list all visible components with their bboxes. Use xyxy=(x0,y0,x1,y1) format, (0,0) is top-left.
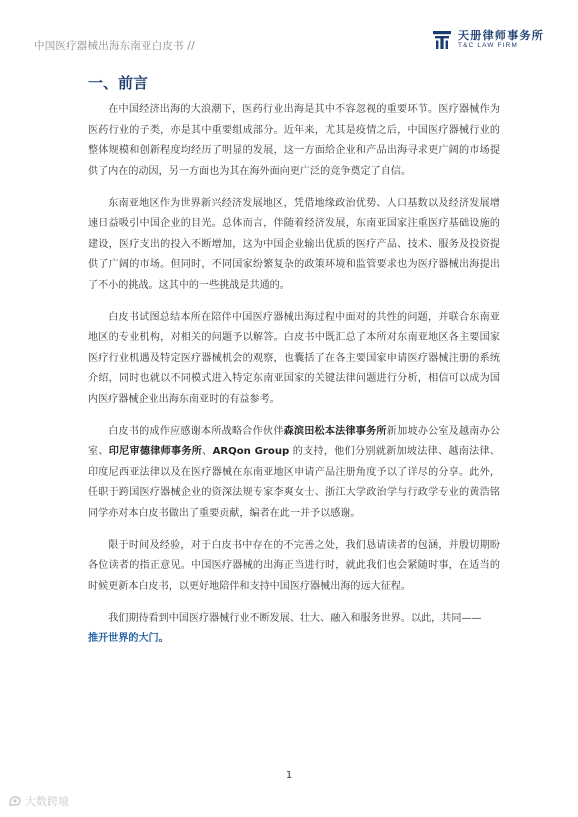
preface-body xyxy=(88,100,500,661)
firm-logo xyxy=(432,28,550,52)
paragraph-6: 我们期待看到中国医疗器械行业不断发展、壮大、融入和服务世界。以此，共同—— xyxy=(108,612,482,624)
watermark-text: 大数跨境 xyxy=(25,795,69,808)
watermark-logo-icon xyxy=(8,794,22,808)
paragraph-4-text-d: 、 xyxy=(202,446,213,457)
paragraph-4-text-a: 白皮书的成作应感谢本所战略合作伙伴 xyxy=(108,425,284,437)
header-title: 中国医疗器械出海东南亚白皮书 // xyxy=(34,40,195,52)
firm-name-en: T&C LAW FIRM xyxy=(458,42,518,50)
watermark xyxy=(8,793,69,809)
paragraph-4-text-e: 的支持，他们分别就新加坡法律、越南法律、印度尼西亚法律以及在医疗器械在东南亚地区申请产品注册角度予以了详尽的分享。此外，任职于跨国医疗器械企业的资深法规专家李爽女士、浙江大学政治学与行政学专业的黄浩铭同学亦对本白皮书做出了重要贡献，编者在此一并予以感谢。 xyxy=(88,446,501,519)
paragraph-1: 在中国经济出海的大浪潮下，医药行业出海是其中不容忽视的重要环节。医疗器械作为医药行业的子类，亦是其中重要组成部分。近年来，尤其是疫情之后，中国医疗器械行业的整体规模和创新程度均经历了明显的发展，这一方面给企业和产品出海寻求更广阔的市场提供了内在的动因，另一方面也为其在海外面向更广泛的竞争奠定了自信。 xyxy=(88,104,500,177)
partner-name-indonesia-firm: 印尼审德律师事务所 xyxy=(108,446,203,457)
closing-line: 推开世界的大门。 xyxy=(88,633,169,644)
partner-name-mori-hamada: 森滨田松本法律事务所 xyxy=(283,425,387,437)
partner-name-arqon: ARQon Group xyxy=(212,446,290,457)
section-heading: 一、前言 xyxy=(88,74,149,92)
paragraph-4-text-c: 新加坡办公室及越南办公室、 xyxy=(88,425,501,457)
firm-name-cn: 天册律师事务所 xyxy=(458,29,545,43)
paragraph-5: 限于时间及经验，对于白皮书中存在的不完善之处，我们恳请读者的包涵，并殷切期盼各位读者的指正意见。中国医疗器械的出海正当进行时，就此我们也会紧随时事，在适当的时候更新本白皮书，以更好地陪伴和支持中国医疗器械出海的远大征程。 xyxy=(88,539,500,592)
paragraph-3: 白皮书试图总结本所在陪伴中国医疗器械出海过程中面对的共性的问题，并联合东南亚地区的专业机构，对相关的问题予以解答。白皮书中既汇总了本所对东南亚地区各主要国家医疗行业机遇及特定医疗器械机会的观察，也囊括了在各主要国家申请医疗器械注册的系统介绍，同时也就以不同模式进入特定东南亚国家的关键法律问题进行分析，相信可以成为国内医疗器械企业出海东南亚时的有益参考。 xyxy=(88,311,500,405)
firm-logo-mark-icon xyxy=(432,30,452,50)
page-number: 1 xyxy=(285,770,293,781)
paragraph-4 xyxy=(88,422,500,525)
paragraph-2: 东南亚地区作为世界新兴经济发展地区，凭借地缘政治优势、人口基数以及经济发展增速日益吸引中国企业的目光。总体而言，伴随着经济发展，东南亚国家注重医疗基础设施的建设，医疗支出的投入不断增加，这为中国企业输出优质的医疗产品、技术、服务及投资提供了广阔的市场。但同时，不同国家纷繁复杂的政策环境和监管要求也为医疗器械出海提出了不小的挑战。这其中的一些挑战是共通的。 xyxy=(88,197,500,291)
